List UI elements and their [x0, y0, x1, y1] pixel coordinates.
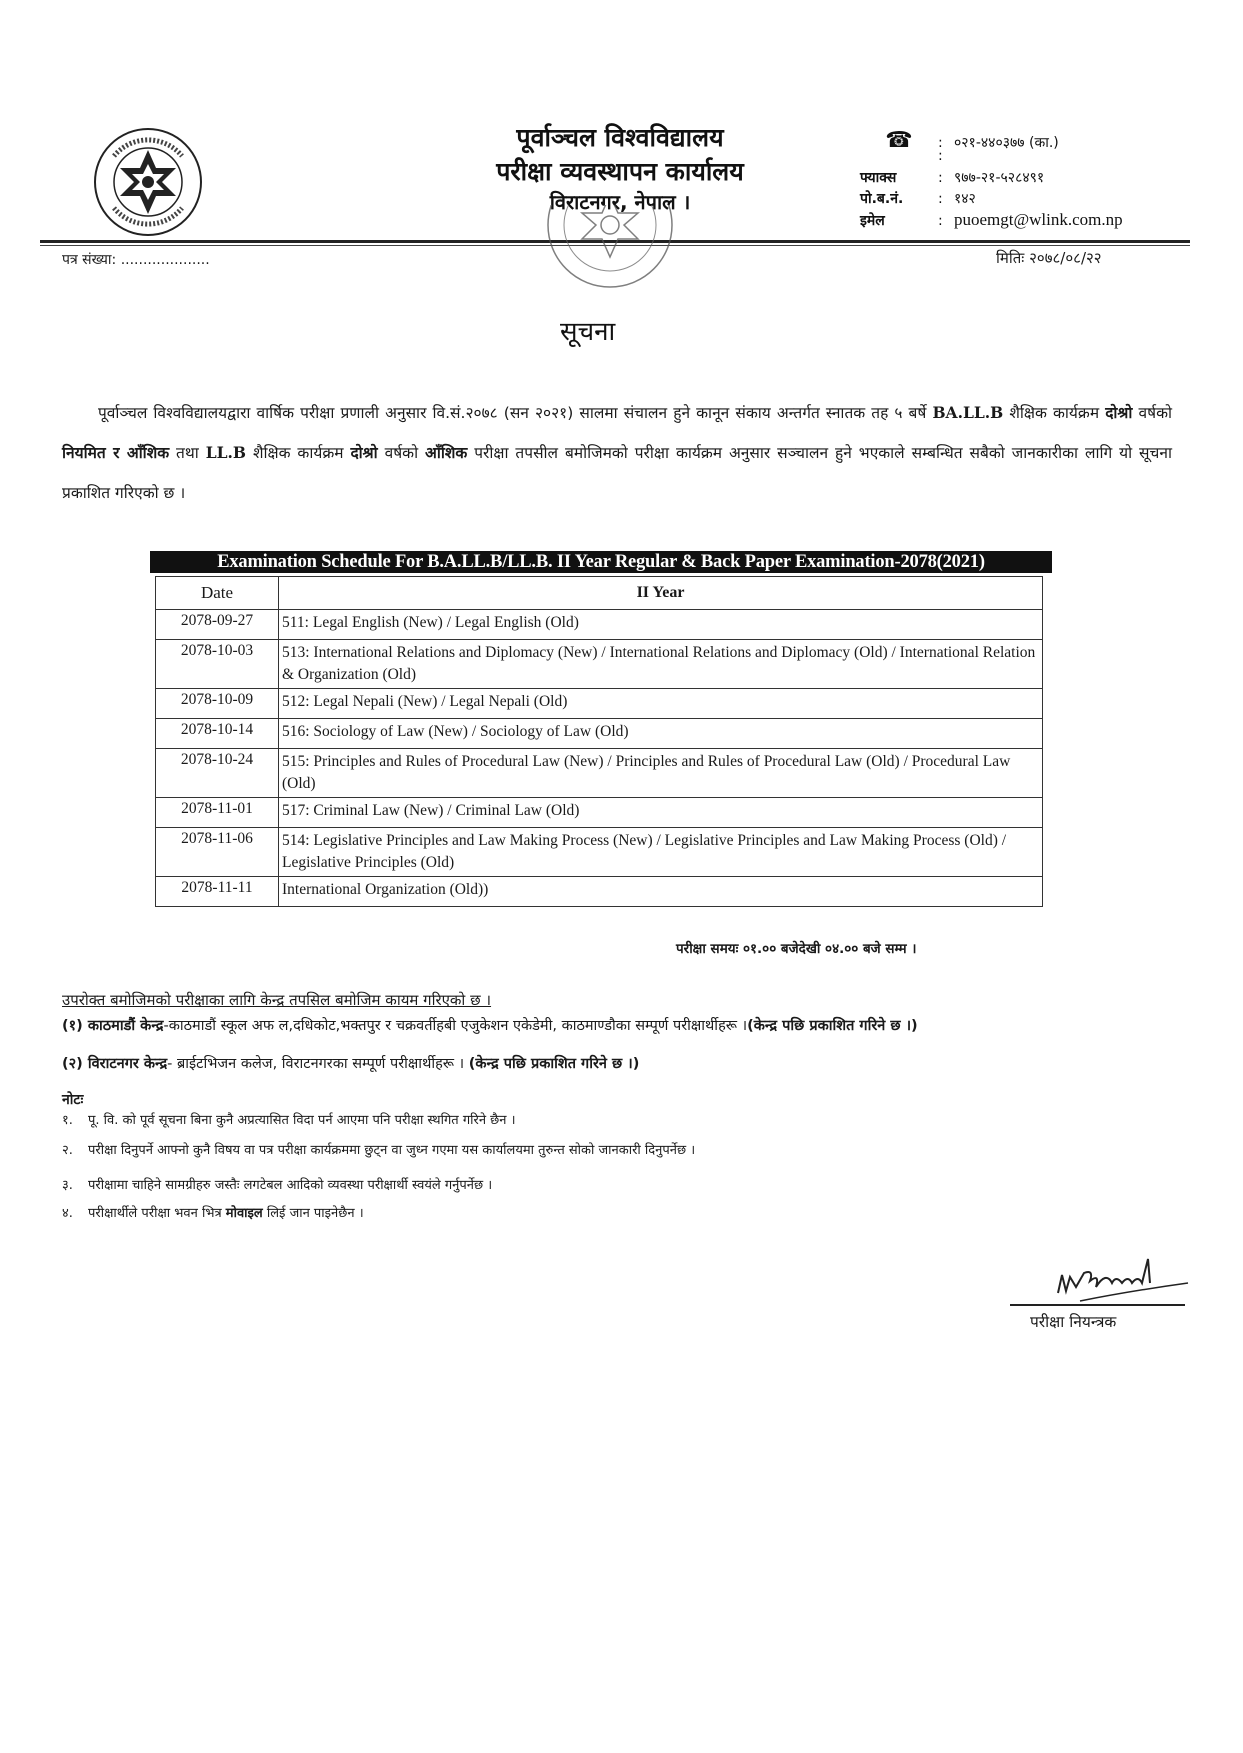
- signatory-title: परीक्षा नियन्त्रक: [1030, 1313, 1117, 1331]
- email-row: इमेल : puoemgt@wlink.com.np: [860, 210, 1123, 229]
- table-row: [156, 828, 1043, 877]
- table-header-row: [156, 577, 1043, 610]
- exam-subject: 513: International Relations and Diplomacy (New) / International Relations and Diplomacy (Old) / International Relation & Organization (Old): [279, 640, 1043, 689]
- exam-subject: 516: Sociology of Law (New) / Sociology of Law (Old): [279, 719, 1043, 749]
- po-box-row: पो.ब.नं. : १४२: [860, 191, 976, 207]
- intro-paragraph: पूर्वाञ्चल विश्वविद्यालयद्वारा वार्षिक परीक्षा प्रणाली अनुसार वि.सं.२०७८ (सन २०२१) सालमा संचालन हुने कानून संकाय अन्तर्गत स्नातक तह ५ बर्षे BA.LL.B शैक्षिक कार्यक्रम दोश्रो वर्षको नियमित र आँशिक तथा LL.B शैक्षिक कार्यक्रम दोश्रो वर्षको आँशिक परीक्षा तपसील बमोजिमको परीक्षा कार्यक्रम अनुसार सञ्चालन हुने भएकाले सम्बन्धित सबैको जानकारीका लागि यो सूचना प्रकाशित गरिएको छ ।: [62, 403, 1172, 502]
- fax-label: फ्याक्स: [860, 170, 897, 186]
- reference-number: पत्र संख्या: ....................: [62, 252, 210, 268]
- exam-subject: 511: Legal English (New) / Legal English (Old): [279, 610, 1043, 640]
- exam-date: 2078-10-03: [156, 640, 279, 689]
- exam-subject: 514: Legislative Principles and Law Making Process (New) / Legislative Principles and Law Making Process (Old) / Legislative Principles (Old): [279, 828, 1043, 877]
- email-value[interactable]: puoemgt@wlink.com.np: [954, 210, 1123, 229]
- table-row: [156, 877, 1043, 907]
- exam-time: परीक्षा समयः ०१.०० बजेदेखी ०४.०० बजे सम्म ।: [676, 941, 917, 957]
- exam-date: 2078-09-27: [156, 610, 279, 640]
- signature-icon: [1050, 1253, 1190, 1303]
- email-label: इमेल: [860, 213, 885, 229]
- centre-item-kathmandu: (१) काठमाडौं केन्द्र-काठमाडौं स्कूल अफ ल,दधिकोट,भक्तपुर र चक्रवर्तीहबी एजुकेशन एकेडेमी, काठमाण्डौका सम्पूर्ण परीक्षार्थीहरू ।(केन्द्र पछि प्रकाशित गरिने छ ।): [62, 1018, 918, 1034]
- column-header-date: Date: [156, 577, 279, 610]
- phone-row-2: :: [938, 148, 943, 164]
- signature-line: [1010, 1304, 1185, 1306]
- fax-value: ९७७-२१-५२८४९१: [954, 170, 1045, 186]
- phone-value: ०२१-४४०३७७ (का.): [954, 135, 1059, 151]
- exam-date: 2078-10-14: [156, 719, 279, 749]
- table-row: [156, 610, 1043, 640]
- column-header-year: II Year: [279, 577, 1043, 610]
- office-stamp-icon: [530, 205, 690, 325]
- exam-subject: 515: Principles and Rules of Procedural Law (New) / Principles and Rules of Procedural Law (Old) / Procedural Law (Old): [279, 749, 1043, 798]
- phone-row: ☎ : ०२१-४४०३७७ (का.): [860, 128, 1059, 153]
- schedule-caption: Examination Schedule For B.A.LL.B/LL.B. II Year Regular & Back Paper Examination-2078(2021): [150, 551, 1052, 573]
- table-row: [156, 749, 1043, 798]
- exam-subject: 517: Criminal Law (New) / Criminal Law (Old): [279, 798, 1043, 828]
- exam-subject: 512: Legal Nepali (New) / Legal Nepali (Old): [279, 689, 1043, 719]
- exam-subject: International Organization (Old)): [279, 877, 1043, 907]
- office-city: विराटनगर, नेपाल ।: [549, 190, 691, 214]
- note-item: १. पू. वि. को पूर्व सूचना बिना कुनै अप्रत्यासित विदा पर्न आएमा पनि परीक्षा स्थगित गरिने छैन ।: [62, 1113, 516, 1128]
- note-item: ४. परीक्षार्थीले परीक्षा भवन भित्र मोवाइल लिई जान पाइनेछैन ।: [62, 1206, 364, 1221]
- exam-schedule-table: [155, 576, 1043, 907]
- notes-heading: नोटः: [62, 1092, 84, 1108]
- centre-item-biratnagar: (२) विराटनगर केन्द्र- ब्राईटभिजन कलेज, विराटनगरका सम्पूर्ण परीक्षार्थीहरू । (केन्द्र पछि प्रकाशित गरिने छ ।): [62, 1056, 640, 1072]
- university-logo: [92, 126, 204, 238]
- po-box-label: पो.ब.नं.: [860, 191, 904, 207]
- exam-date: 2078-10-24: [156, 749, 279, 798]
- table-row: [156, 798, 1043, 828]
- po-box-value: १४२: [954, 191, 976, 207]
- exam-date: 2078-11-06: [156, 828, 279, 877]
- table-row: [156, 640, 1043, 689]
- university-name: पूर्वाञ्चल विश्वविद्यालय: [516, 123, 724, 152]
- exam-date: 2078-11-01: [156, 798, 279, 828]
- notice-date: मितिः २०७८/०८/२२: [996, 249, 1102, 267]
- exam-date: 2078-10-09: [156, 689, 279, 719]
- exam-date: 2078-11-11: [156, 877, 279, 907]
- table-row: [156, 689, 1043, 719]
- telephone-icon: ☎: [885, 128, 913, 153]
- notice-title: सूचना: [560, 317, 616, 347]
- table-row: [156, 719, 1043, 749]
- note-item: २. परीक्षा दिनुपर्ने आफ्नो कुनै विषय वा पत्र परीक्षा कार्यक्रममा छुट्न वा जुध्न गएमा यस कार्यालयमा तुरुन्त सोको जानकारी दिनुपर्नेछ ।: [62, 1143, 696, 1158]
- office-name: परीक्षा व्यवस्थापन कार्यालय: [496, 157, 744, 186]
- note-item: ३. परीक्षामा चाहिने सामग्रीहरु जस्तैः लगटेबल आदिको व्यवस्था परीक्षार्थी स्वयंले गर्नुपर्नेछ ।: [62, 1178, 493, 1193]
- centres-heading: उपरोक्त बमोजिमको परीक्षाका लागि केन्द्र तपसिल बमोजिम कायम गरिएको छ ।: [62, 991, 492, 1009]
- fax-row: फ्याक्स : ९७७-२१-५२८४९१: [860, 170, 1045, 186]
